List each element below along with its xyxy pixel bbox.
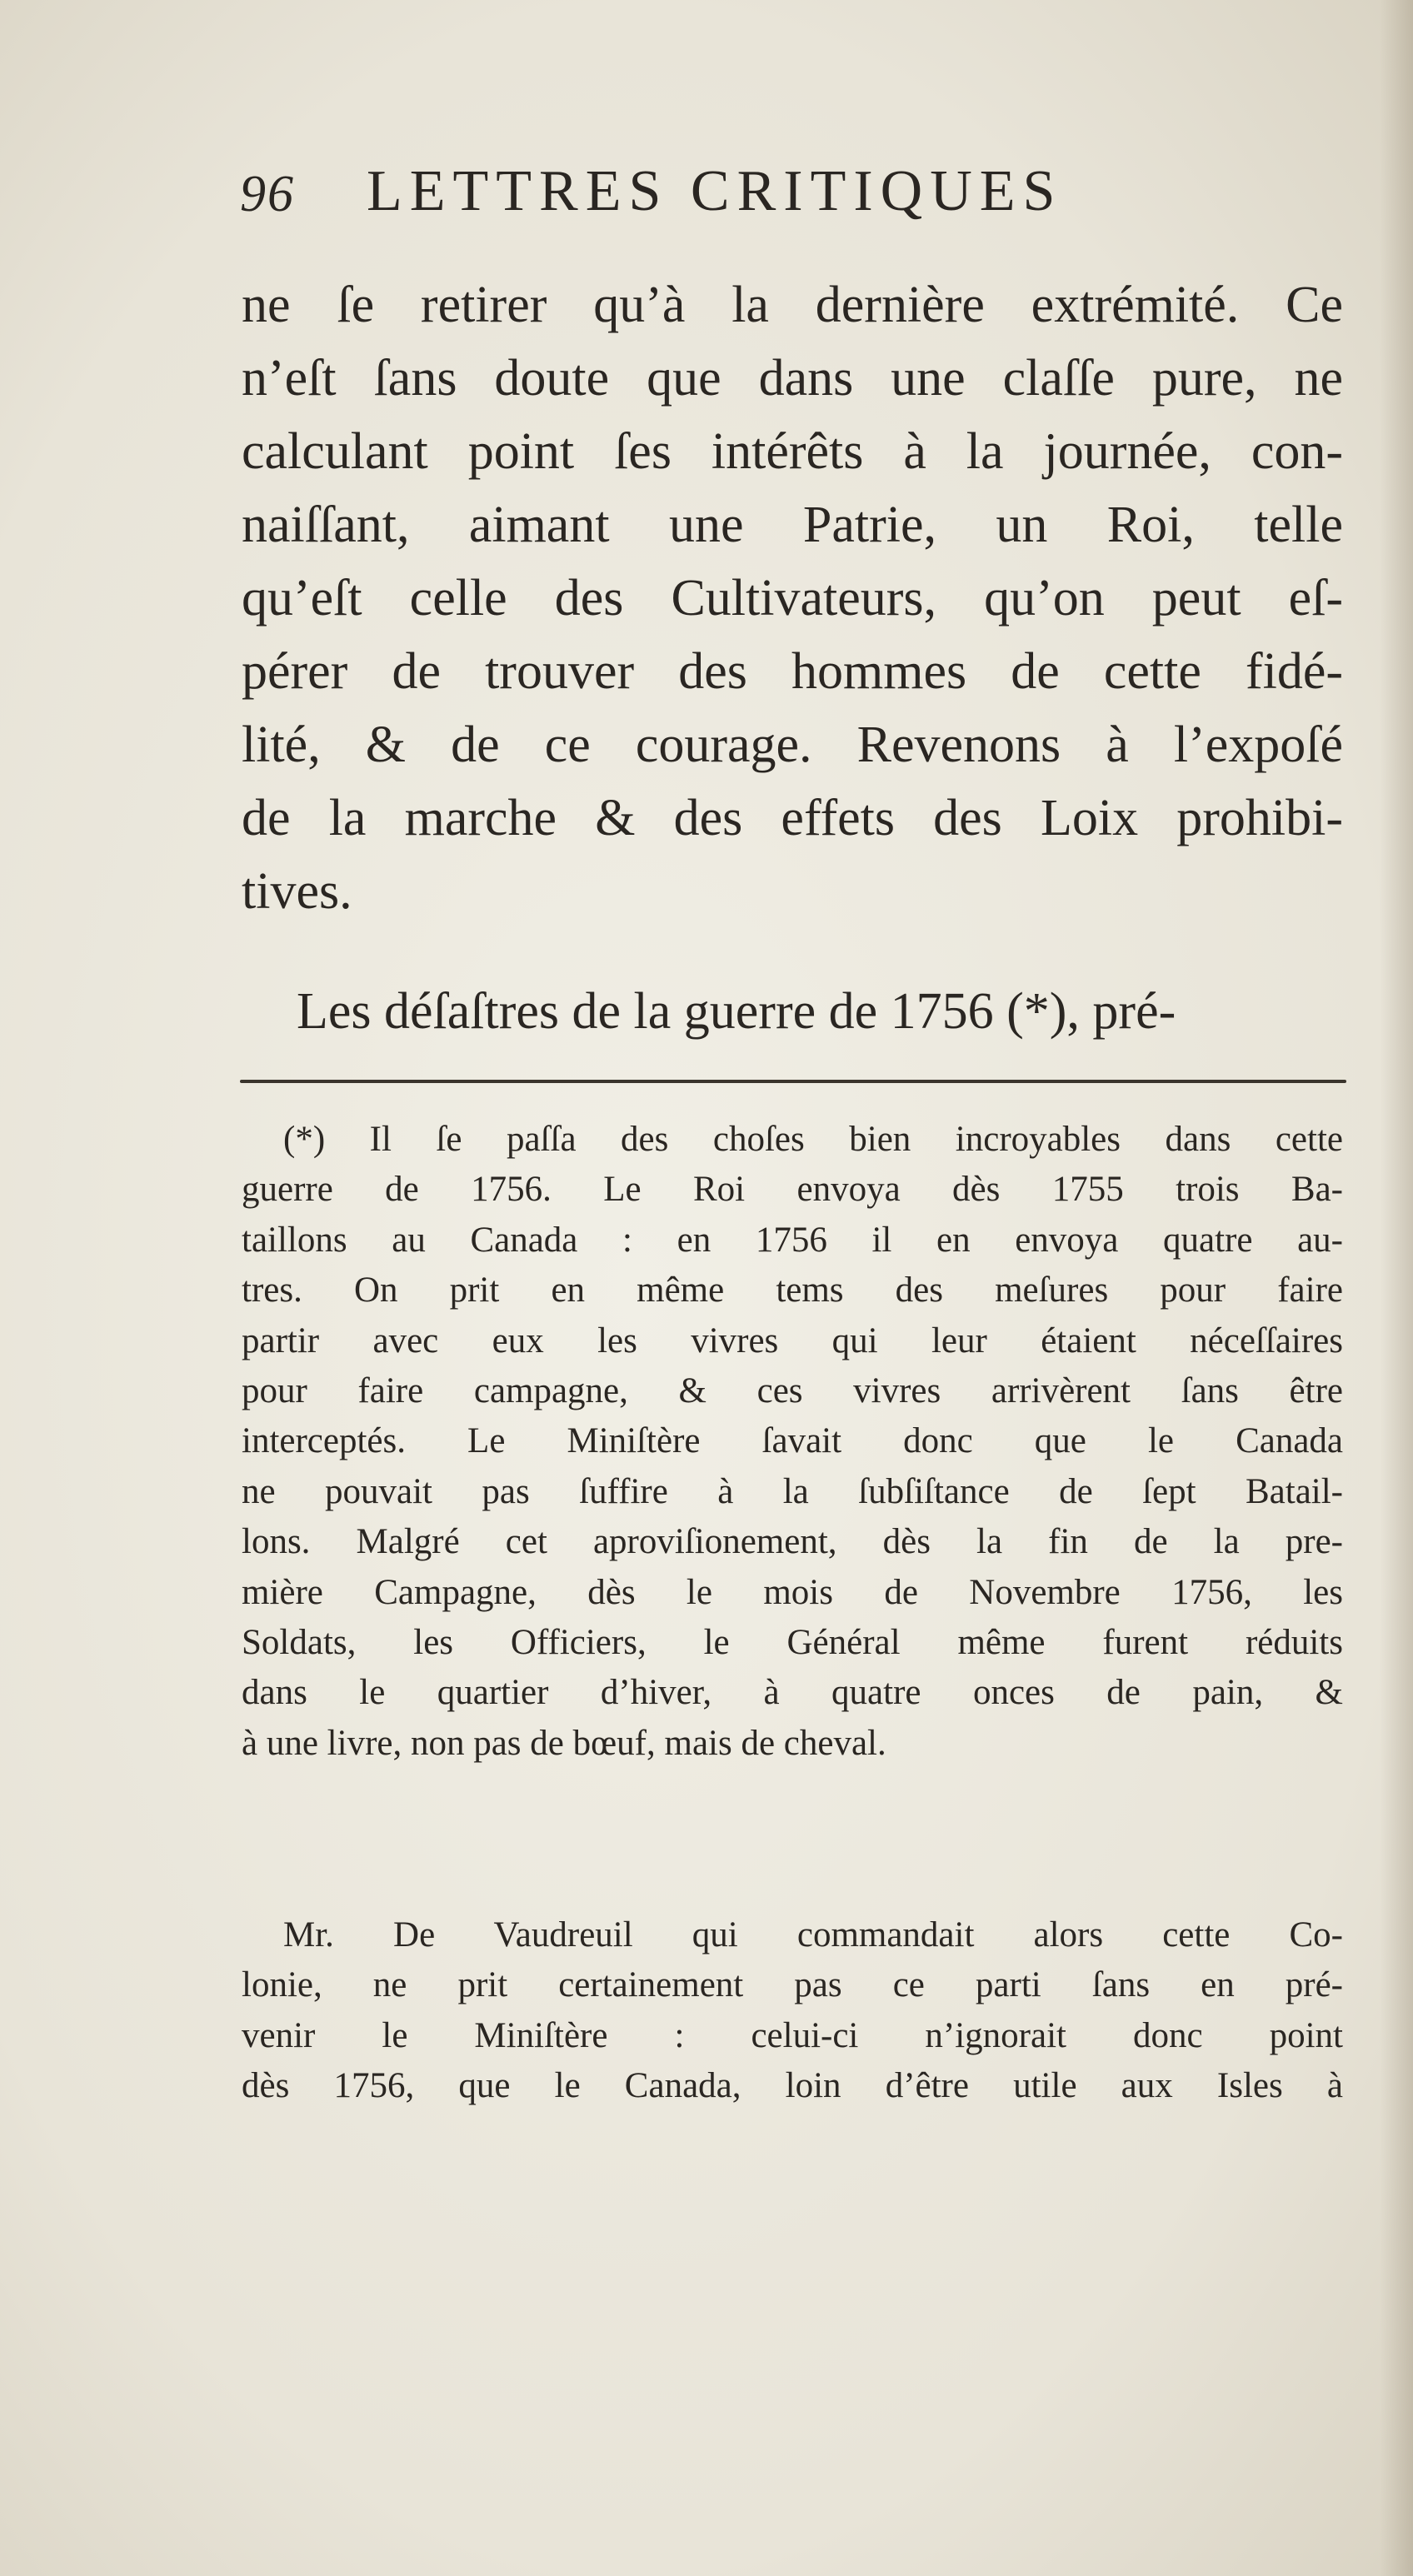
- text-line: de la marche & des effets des Loix prohibi-: [242, 790, 1343, 846]
- footnote-line: tres. On prit en même tems des meſures pour faire: [242, 1271, 1343, 1310]
- footnote-line: mière Campagne, dès le mois de Novembre 1756, les: [242, 1572, 1343, 1612]
- footnote-line: (*) Il ſe paſſa des choſes bien incroyables dans cette: [283, 1120, 1343, 1159]
- footnote: [242, 1115, 1343, 1769]
- footnote-line: ne pouvait pas ſuffire à la ſubſiſtance de ſept Batail-: [242, 1471, 1343, 1511]
- footnote-line: à une livre, non pas de bœuf, mais de cheval.: [242, 1723, 886, 1763]
- running-title: LETTRES CRITIQUES: [367, 159, 1063, 223]
- footnote-line: partir avec eux les vivres qui leur étaient néceſſaires: [242, 1320, 1343, 1360]
- footnote-line: pour faire campagne, & ces vivres arrivèrent ſans être: [242, 1371, 1343, 1411]
- text-line: qu’eſt celle des Cultivateurs, qu’on peut eſ-: [242, 570, 1343, 627]
- page-header: [240, 158, 1240, 233]
- footnote-line: guerre de 1756. Le Roi envoya dès 1755 trois Ba-: [242, 1170, 1343, 1210]
- text-line: pérer de trouver des hommes de cette fidé-: [242, 643, 1343, 700]
- footnote-continuation: [242, 1910, 1343, 2112]
- footnote-line: Mr. De Vaudreuil qui commandait alors cette Co-: [283, 1915, 1343, 1954]
- footnote-line: dans le quartier d’hiver, à quatre onces de pain, &: [242, 1673, 1343, 1713]
- footnote-line: venir le Miniſtère : celui-ci n’ignorait donc point: [242, 2015, 1343, 2055]
- text-line: calculant point ſes intérêts à la journée, con-: [242, 423, 1343, 480]
- footnote-rule: [240, 1080, 1346, 1083]
- page-edge-shadow: [1380, 0, 1413, 2576]
- footnote-line: interceptés. Le Miniſtère ſavait donc que le Canada: [242, 1421, 1343, 1461]
- text-line: ne ſe retirer qu’à la dernière extrémité. Ce: [242, 277, 1343, 333]
- section-paragraph: Les déſaſtres de la guerre de 1756 (*), pré-: [297, 983, 1176, 1040]
- footnote-line: taillons au Canada : en 1756 il en envoya quatre au-: [242, 1220, 1343, 1260]
- footnote-line: dès 1756, que le Canada, loin d’être utile aux Isles à: [242, 2066, 1343, 2106]
- text-line: lité, & de ce courage. Revenons à l’expoſé: [242, 716, 1343, 773]
- text-line: n’eſt ſans doute que dans une claſſe pure, ne: [242, 350, 1343, 407]
- footnote-line: lonie, ne prit certainement pas ce parti ſans en pré-: [242, 1965, 1343, 2005]
- body-paragraph: [242, 268, 1343, 928]
- text-line: naiſſant, aimant une Patrie, un Roi, telle: [242, 497, 1343, 553]
- page-number: 96: [240, 166, 295, 222]
- footnote-line: lons. Malgré cet aproviſionement, dès la fin de la pre-: [242, 1522, 1343, 1562]
- footnote-line: Soldats, les Officiers, le Général même furent réduits: [242, 1623, 1343, 1663]
- text-line: tives.: [242, 863, 352, 920]
